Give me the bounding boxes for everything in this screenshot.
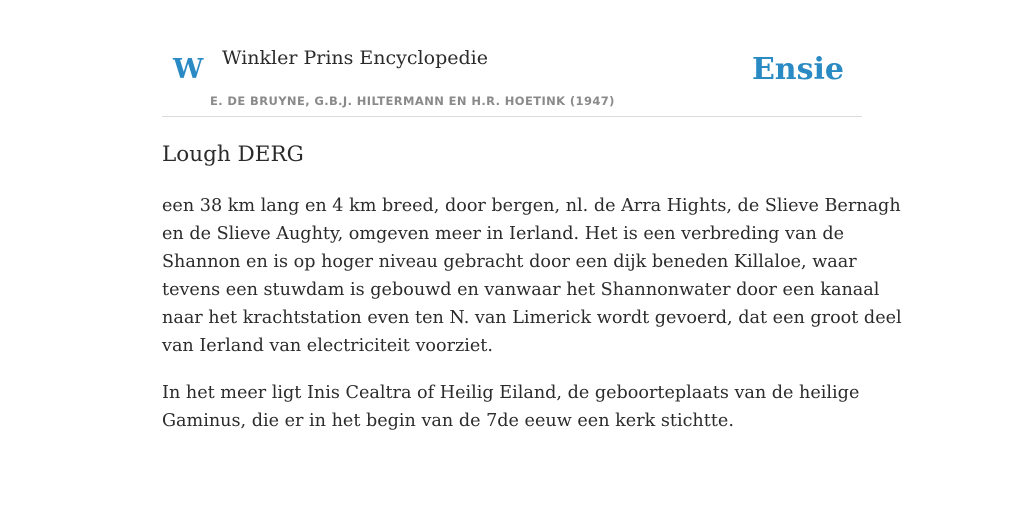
text-line: In het meer ligt Inis Cealtra of Heilig Eiland, de geboorteplaats van de heilige xyxy=(162,383,860,403)
header xyxy=(162,0,862,117)
ensie-logo[interactable]: Ensie xyxy=(751,52,844,87)
text-line: een 38 km lang en 4 km breed, door bergen, nl. de Arra Hights, de Slieve Bernagh xyxy=(162,196,901,216)
paragraph-1 xyxy=(162,192,902,360)
text-line: Shannon en is op hoger niveau gebracht door een dijk beneden Killaloe, waar xyxy=(162,252,857,272)
article-title: Lough DERG xyxy=(162,142,304,167)
logo-w-icon[interactable]: W xyxy=(173,54,204,85)
article-body xyxy=(162,192,902,454)
publication-title[interactable]: Winkler Prins Encyclopedie xyxy=(222,47,488,69)
paragraph-2 xyxy=(162,379,862,435)
publication-authors: E. DE BRUYNE, G.B.J. HILTERMANN EN H.R. HOETINK (1947) xyxy=(210,94,615,108)
text-line: en de Slieve Aughty, omgeven meer in Ierland. Het is een verbreding van de xyxy=(162,224,845,244)
text-line: Gaminus, die er in het begin van de 7de eeuw een kerk stichtte. xyxy=(162,411,734,431)
text-line: tevens een stuwdam is gebouwd en vanwaar het Shannonwater door een kanaal xyxy=(162,280,880,300)
text-line: naar het krachtstation even ten N. van Limerick wordt gevoerd, dat een groot deel xyxy=(162,308,902,328)
text-line: van Ierland van electriciteit voorziet. xyxy=(162,336,493,356)
